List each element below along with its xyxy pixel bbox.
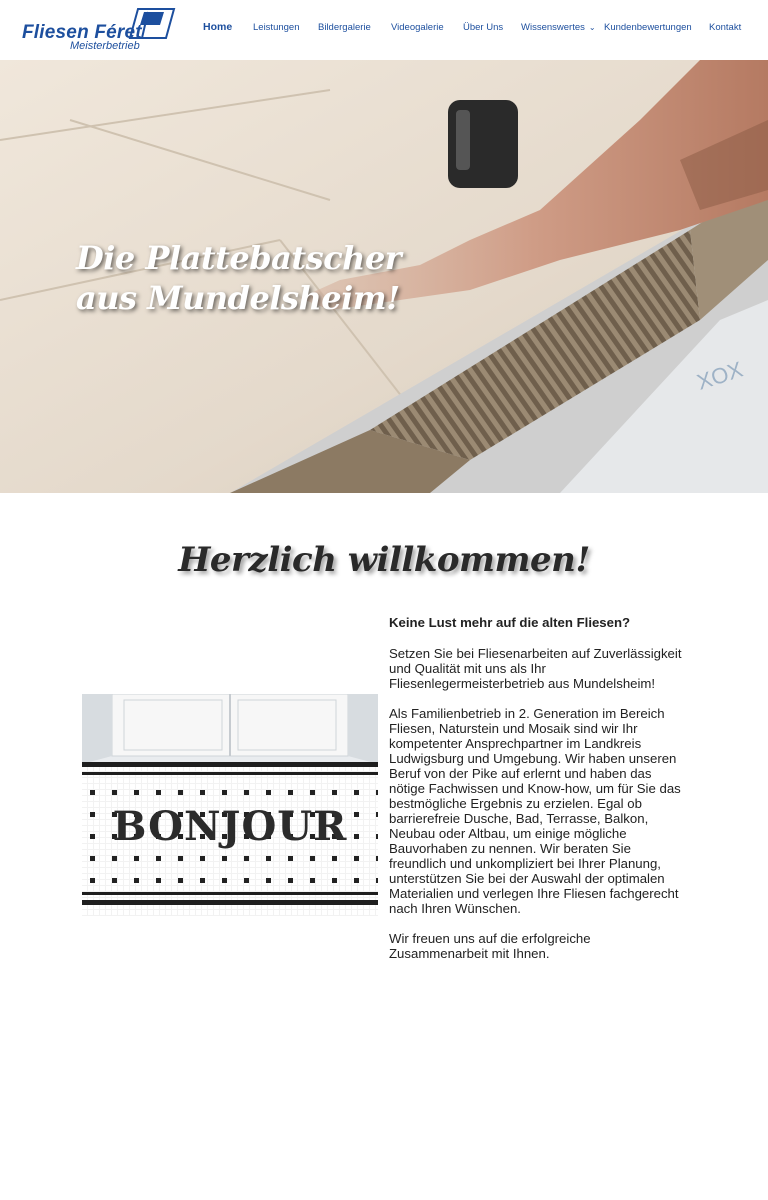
nav-item-home[interactable]: Home <box>203 21 233 33</box>
welcome-paragraph-3: Wir freuen uns auf die erfolgreiche Zusammenarbeit mit Ihnen. <box>389 931 591 961</box>
hero-banner <box>0 60 768 493</box>
welcome-heading: Keine Lust mehr auf die alten Fliesen? <box>389 615 631 630</box>
logo-sub-text: Meisterbetrieb <box>70 40 140 52</box>
nav-item-leistungen[interactable]: Leistungen <box>253 22 300 33</box>
nav-item-ueber-uns[interactable]: Über Uns <box>463 22 504 33</box>
nav-item-bildergalerie[interactable]: Bildergalerie <box>318 22 371 33</box>
welcome-paragraph-1: Setzen Sie bei Fliesenarbeiten auf Zuverlässigkeit und Qualität mit uns als Ihr Fliesenlegermeisterbetrieb aus Mundelsheim! <box>389 646 682 691</box>
logo-main-text: Fliesen Féret <box>22 22 142 43</box>
svg-text:XOX: XOX <box>693 356 746 395</box>
nav-item-kontakt[interactable]: Kontakt <box>709 22 742 33</box>
bonjour-mosaic-image <box>82 694 378 916</box>
logo[interactable] <box>20 8 180 54</box>
welcome-title: Herzlich willkommen! <box>178 540 590 580</box>
welcome-paragraph-2: Als Familienbetrieb in 2. Generation im Bereich Fliesen, Naturstein und Mosaik sind wir Ihr kompetenter Ansprechpartner im Landkreis Ludwigsburg und Umgebung. Wir haben unseren Beruf von der Pike auf erlernt und haben das nötige Fachwissen und Know-how, um für Sie das bestmögliche Ergebnis zu erzielen. Egal ob barrierefreie Dusche, Bad, Terrasse, Balkon, Neubau oder Altbau, um einige mögliche Bauvorhaben zu nennen. Wir beraten Sie freundlich und unkompliziert bei Ihrer Planung, unterstützen Sie bei der Auswahl der optimalen Materialien und verlegen Ihre Fliesen fachgerecht nach Ihren Wünschen. <box>389 706 681 916</box>
hero-title: Die Plattebatscher aus Mundelsheim! <box>76 239 402 317</box>
site-header <box>0 0 768 60</box>
welcome-text-column <box>389 614 689 976</box>
nav-item-videogalerie[interactable]: Videogalerie <box>391 22 444 33</box>
chevron-down-icon: ⌄ <box>588 23 596 32</box>
nav-item-kundenbewertungen[interactable]: Kundenbewertungen <box>604 22 692 33</box>
nav-item-wissenswertes-label: Wissenswertes <box>521 22 585 33</box>
nav-item-wissenswertes[interactable] <box>521 22 596 33</box>
mosaic-illustration <box>82 694 378 916</box>
bonjour-text: BONJOUR <box>112 803 348 850</box>
